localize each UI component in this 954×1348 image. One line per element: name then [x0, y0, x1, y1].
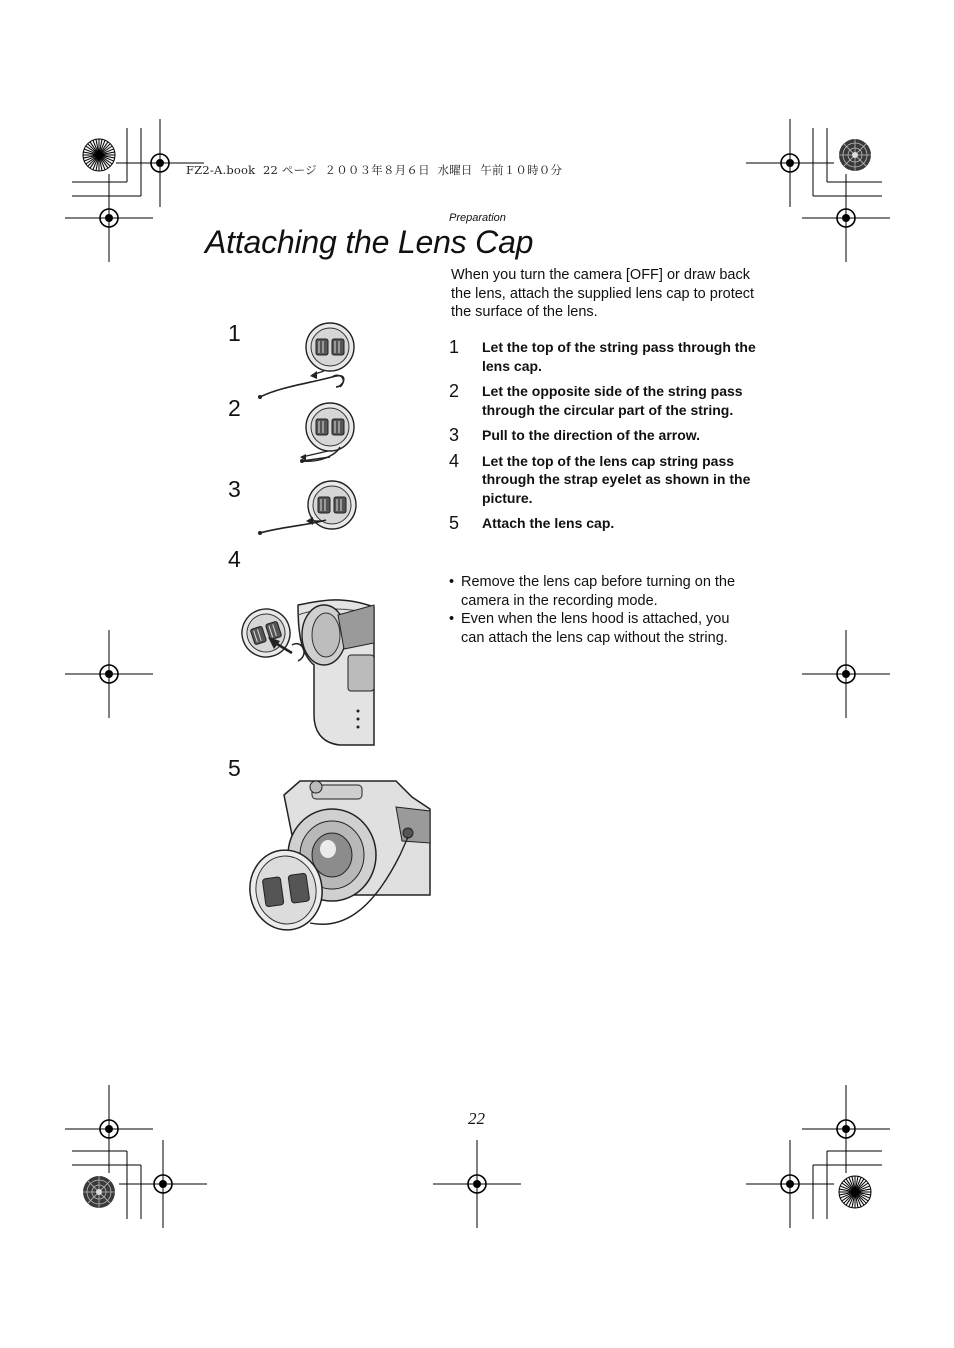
- step-number: 2: [449, 381, 460, 401]
- step-text: Let the top of the lens cap string pass through the strap eyelet as shown in the picture.: [482, 452, 751, 506]
- notes-list: [449, 573, 754, 647]
- step-number: 3: [449, 425, 460, 445]
- note-text: Remove the lens cap before turning on the camera in the recording mode.: [461, 574, 736, 609]
- step-item: [449, 426, 759, 445]
- step-item: [449, 382, 759, 419]
- figure-label-4: 4: [228, 546, 241, 572]
- step-text: Let the opposite side of the string pass through the circular part of the string.: [482, 383, 743, 418]
- page-title: Attaching the Lens Cap: [205, 224, 534, 260]
- bullet: •: [449, 574, 455, 590]
- figure-label-5: 5: [228, 755, 241, 781]
- figure-label-3: 3: [228, 476, 241, 502]
- step-number: 4: [449, 450, 460, 471]
- step-item: [449, 338, 759, 375]
- intro-paragraph: When you turn the camera [OFF] or draw back the lens, attach the supplied lens cap to protect the surface of the lens.: [451, 267, 755, 320]
- step-number: 1: [449, 337, 460, 357]
- step4-illustration: [240, 600, 374, 745]
- step5-illustration: [245, 781, 430, 935]
- step-item: [449, 514, 759, 533]
- note-item: [449, 573, 754, 610]
- figure-label-1: 1: [228, 320, 241, 346]
- page-number: 22: [468, 1109, 485, 1128]
- bullet: •: [449, 611, 455, 627]
- step-text: Pull to the direction of the arrow.: [482, 427, 701, 443]
- printer-info-line: FZ2-A.book 22 ページ ２００３年８月６日 水曜日 午前１０時０分: [186, 163, 563, 177]
- step2-illustration: [300, 403, 354, 463]
- step-text: Attach the lens cap.: [482, 515, 615, 531]
- step-item: [449, 452, 759, 508]
- section-label: Preparation: [449, 212, 506, 224]
- note-item: [449, 610, 754, 647]
- steps-list: [449, 338, 759, 540]
- note-text: Even when the lens hood is attached, you can attach the lens cap without the string.: [461, 611, 730, 646]
- figure-label-2: 2: [228, 395, 241, 421]
- step-number: 5: [449, 513, 460, 533]
- step1-illustration: [258, 323, 354, 399]
- step-text: Let the top of the string pass through the lens cap.: [482, 339, 756, 374]
- lens-cap-illustrations: [240, 315, 450, 945]
- step3-illustration: [258, 481, 356, 535]
